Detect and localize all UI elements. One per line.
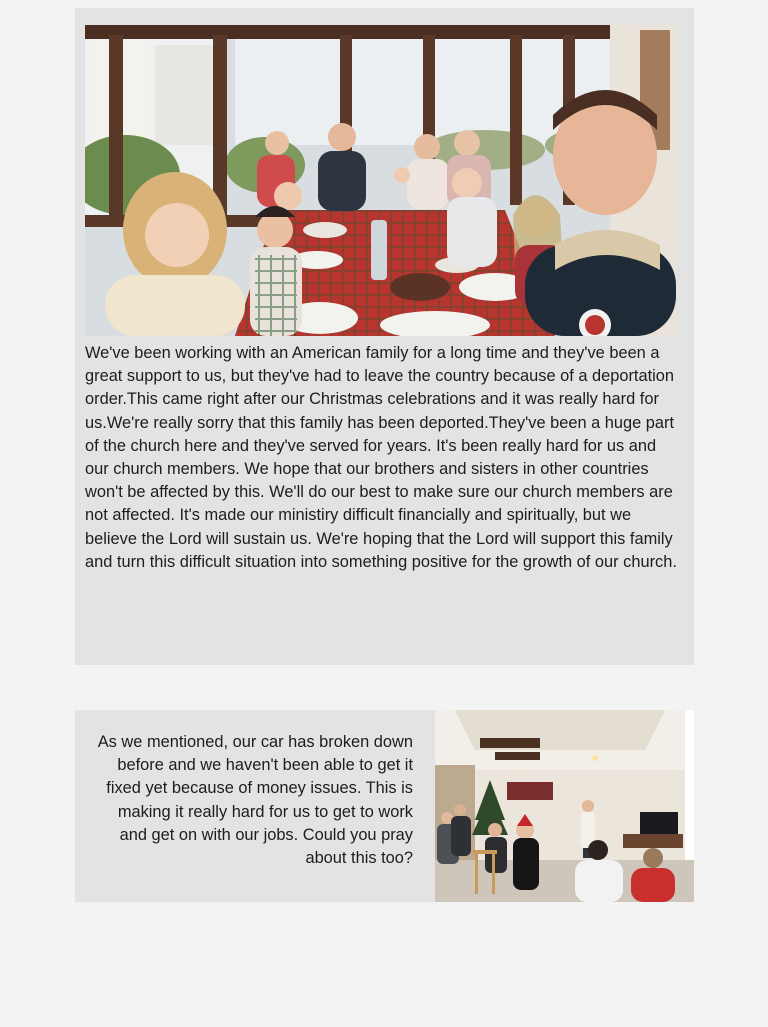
prayer-request-paragraph: As we mentioned, our car has broken down before and we haven't been able to get it fixed yet because of money issues. This is making it really hard for us to get to work and get on with our jobs. Could you pray about this too? [97, 733, 413, 868]
family-dinner-photo [85, 25, 676, 336]
church-gathering-photo [435, 710, 694, 902]
story-paragraph: We've been working with an American family for a long time and they've been a great support to us, but they've had to leave the country because of a deportation order.This came right after our Christmas celebrations and it was really hard for us.We're really sorry that this family has been deported.They've been a huge part of the church here and they've served for years. It's been really hard for us and our church members. We hope that our brothers and sisters in other countries won't be affected by this. We'll do our best to make sure our church members are not affected. It's made our ministiry difficult financially and spiritually, but we believe the Lord will sustain us. We're hoping that the Lord will support this family and turn this difficult situation into something positive for the growth of our church. [85, 344, 677, 571]
prayer-request-card [75, 710, 694, 902]
family-story-card [75, 8, 694, 665]
